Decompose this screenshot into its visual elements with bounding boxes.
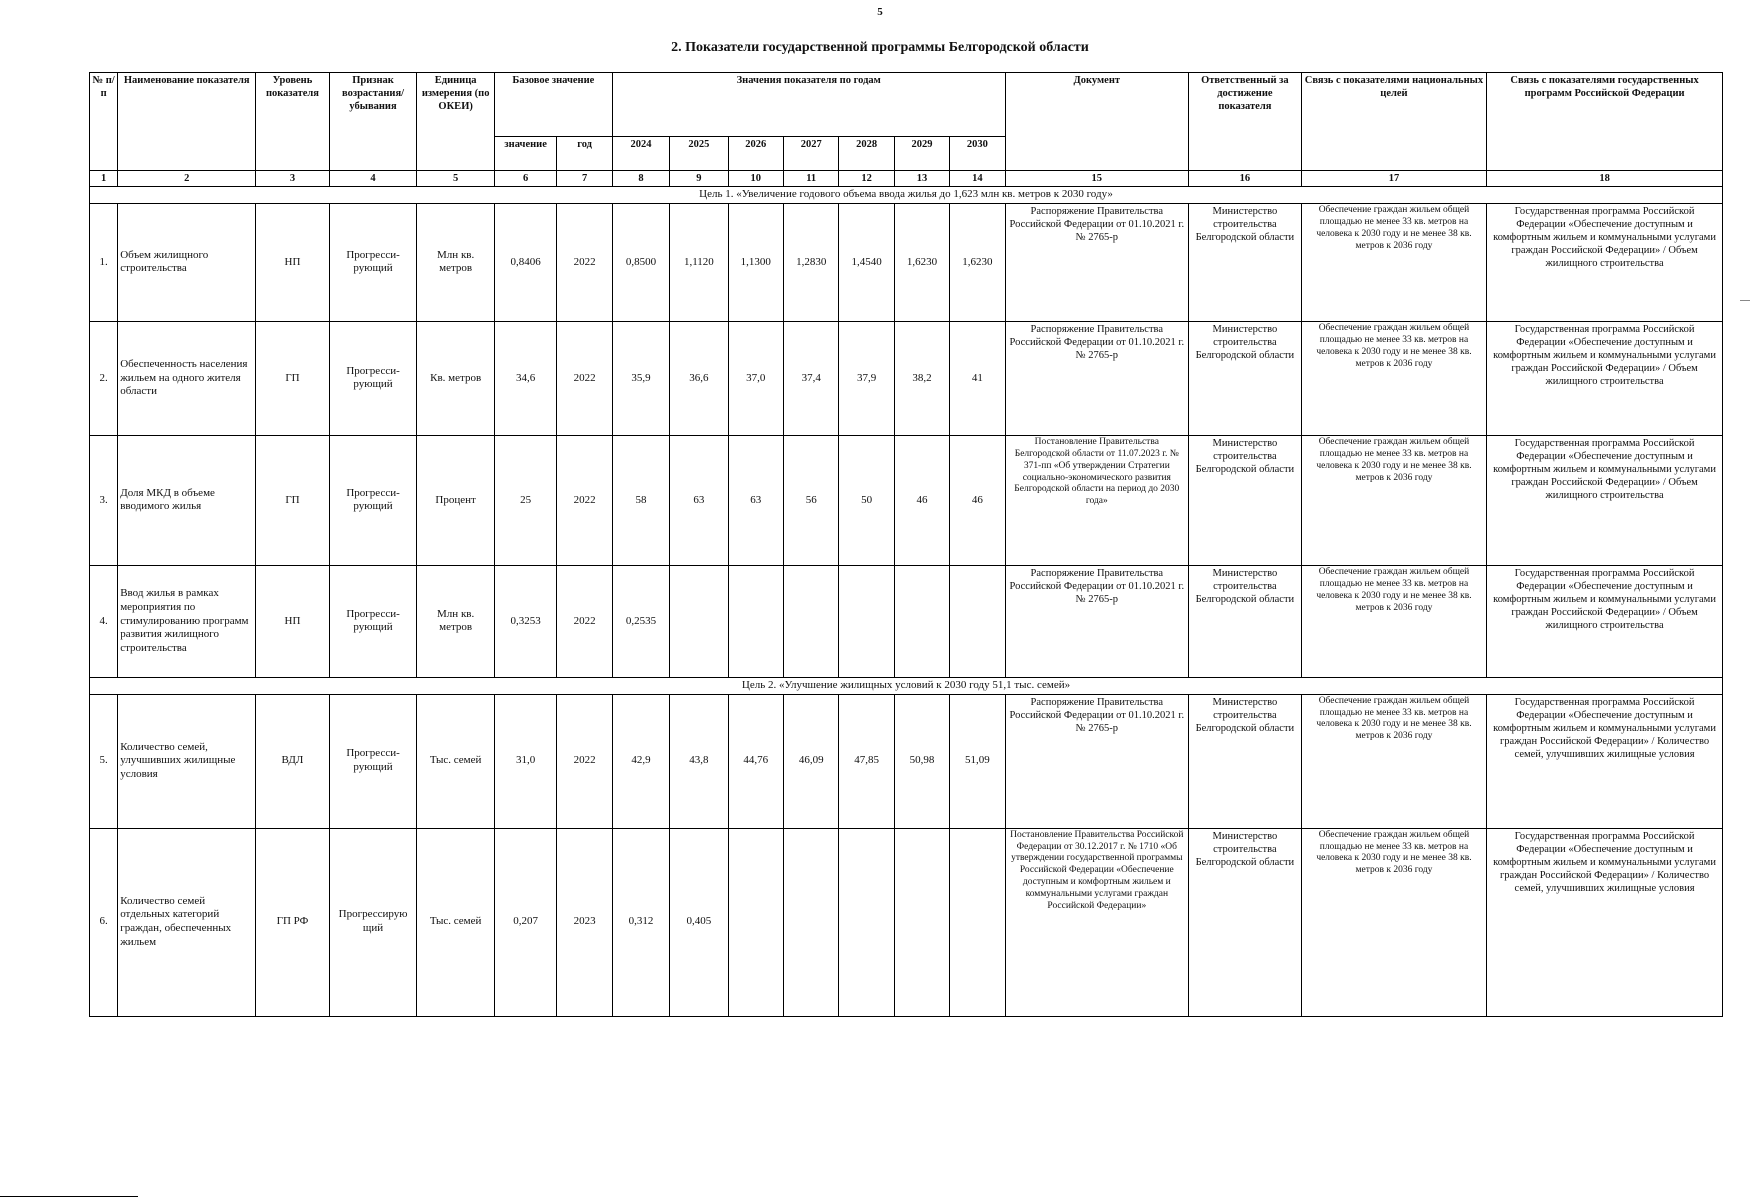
national-goal-link: Обеспечение граждан жильем общей площадью не менее 33 кв. метров на человека к 2030 году и не менее 38 кв. метров к 2036 году	[1301, 828, 1486, 1016]
table-row	[90, 828, 1723, 1016]
page-number: 5	[877, 6, 883, 18]
indicator-trend: Прогресси-рующий	[329, 694, 417, 828]
responsible: Министерство строительства Белгородской области	[1188, 321, 1301, 435]
year-value: 63	[728, 435, 783, 565]
indicator-unit: Кв. метров	[417, 321, 495, 435]
indicator-trend: Прогресси-рующий	[329, 321, 417, 435]
year-value	[894, 828, 949, 1016]
indicator-trend: Прогресси-рующий	[329, 435, 417, 565]
table-row	[90, 321, 1723, 435]
header-year: 2026	[728, 137, 783, 171]
year-value: 42,9	[612, 694, 669, 828]
indicator-name: Количество семей отдельных категорий граждан, обеспеченных жильем	[118, 828, 256, 1016]
header-responsible: Ответственный за достижение показателя	[1188, 73, 1301, 171]
header-year: 2028	[839, 137, 894, 171]
base-value: 0,8406	[494, 203, 556, 321]
year-value: 0,405	[670, 828, 728, 1016]
year-value	[839, 565, 894, 677]
year-value	[894, 565, 949, 677]
indicator-trend: Прогресси-рующий	[329, 203, 417, 321]
responsible: Министерство строительства Белгородской области	[1188, 203, 1301, 321]
indicator-unit: Млн кв. метров	[417, 203, 495, 321]
base-year: 2022	[557, 565, 612, 677]
indicator-level: НП	[256, 203, 330, 321]
year-value: 44,76	[728, 694, 783, 828]
indicator-level: ГП РФ	[256, 828, 330, 1016]
national-goal-link: Обеспечение граждан жильем общей площадью не менее 33 кв. метров на человека к 2030 году и не менее 38 кв. метров к 2036 году	[1301, 694, 1486, 828]
column-number: 16	[1188, 171, 1301, 187]
column-number: 5	[417, 171, 495, 187]
year-value: 1,6230	[894, 203, 949, 321]
base-value: 0,207	[494, 828, 556, 1016]
indicators-table	[89, 72, 1723, 1017]
national-goal-link: Обеспечение граждан жильем общей площадью не менее 33 кв. метров на человека к 2030 году и не менее 38 кв. метров к 2036 году	[1301, 321, 1486, 435]
year-value: 35,9	[612, 321, 669, 435]
document: Распоряжение Правительства Российской Федерации от 01.10.2021 г. № 2765-р	[1005, 203, 1188, 321]
national-goal-link: Обеспечение граждан жильем общей площадью не менее 33 кв. метров на человека к 2030 году и не менее 38 кв. метров к 2036 году	[1301, 435, 1486, 565]
year-value: 1,2830	[784, 203, 839, 321]
header-document: Документ	[1005, 73, 1188, 171]
column-number: 13	[894, 171, 949, 187]
header-base-value: значение	[494, 137, 556, 171]
column-number: 6	[494, 171, 556, 187]
federal-program-link: Государственная программа Российской Федерации «Обеспечение доступным и комфортным жильем и коммунальными услугами граждан Российской Федерации» / Количество семей, улучшивших жилищные условия	[1487, 694, 1723, 828]
document: Постановление Правительства Российской Федерации от 30.12.2017 г. № 1710 «Об утверждении государственной программы Российской Федерации «Обеспечение доступным и комфортным жильем и коммунальными услугами граждан Российской Федерации»	[1005, 828, 1188, 1016]
national-goal-link: Обеспечение граждан жильем общей площадью не менее 33 кв. метров на человека к 2030 году и не менее 38 кв. метров к 2036 году	[1301, 203, 1486, 321]
header-unit: Единица измерения (по ОКЕИ)	[417, 73, 495, 171]
indicator-name: Ввод жилья в рамках мероприятия по стимулированию программ развития жилищного строительства	[118, 565, 256, 677]
document: Распоряжение Правительства Российской Федерации от 01.10.2021 г. № 2765-р	[1005, 565, 1188, 677]
column-number: 7	[557, 171, 612, 187]
column-number: 3	[256, 171, 330, 187]
table-row	[90, 694, 1723, 828]
header-year: 2029	[894, 137, 949, 171]
column-number: 14	[950, 171, 1005, 187]
base-value: 0,3253	[494, 565, 556, 677]
year-value: 46	[894, 435, 949, 565]
base-year: 2023	[557, 828, 612, 1016]
base-year: 2022	[557, 321, 612, 435]
year-value: 50,98	[894, 694, 949, 828]
goal-1: Цель 1. «Увеличение годового объема ввода жилья до 1,623 млн кв. метров к 2030 году»	[90, 187, 1723, 204]
column-number: 9	[670, 171, 728, 187]
table-row	[90, 565, 1723, 677]
header-federal-programs: Связь с показателями государственных программ Российской Федерации	[1487, 73, 1723, 171]
header-base: Базовое значение	[494, 73, 612, 137]
goal-2: Цель 2. «Улучшение жилищных условий к 2030 году 51,1 тыс. семей»	[90, 677, 1723, 694]
indicator-trend: Прогрессирую щий	[329, 828, 417, 1016]
table-row	[90, 203, 1723, 321]
header-year: 2024	[612, 137, 669, 171]
year-value: 41	[950, 321, 1005, 435]
column-number: 10	[728, 171, 783, 187]
header-level: Уровень показателя	[256, 73, 330, 171]
indicator-level: ГП	[256, 435, 330, 565]
year-value: 1,6230	[950, 203, 1005, 321]
indicator-unit: Процент	[417, 435, 495, 565]
scan-mark	[1740, 300, 1750, 301]
year-value: 56	[784, 435, 839, 565]
federal-program-link: Государственная программа Российской Федерации «Обеспечение доступным и комфортным жильем и коммунальными услугами граждан Российской Федерации» / Объем жилищного строительства	[1487, 321, 1723, 435]
indicator-name: Доля МКД в объеме вводимого жилья	[118, 435, 256, 565]
goal-row	[90, 677, 1723, 694]
year-value: 0,8500	[612, 203, 669, 321]
year-value: 37,9	[839, 321, 894, 435]
base-year: 2022	[557, 203, 612, 321]
column-number: 18	[1487, 171, 1723, 187]
row-num: 1.	[90, 203, 118, 321]
federal-program-link: Государственная программа Российской Федерации «Обеспечение доступным и комфортным жильем и коммунальными услугами граждан Российской Федерации» / Объем жилищного строительства	[1487, 565, 1723, 677]
year-value: 1,1300	[728, 203, 783, 321]
year-value	[839, 828, 894, 1016]
column-number: 11	[784, 171, 839, 187]
row-num: 5.	[90, 694, 118, 828]
column-number: 1	[90, 171, 118, 187]
header-year: 2027	[784, 137, 839, 171]
header-trend: Признак возрастания/ убывания	[329, 73, 417, 171]
national-goal-link: Обеспечение граждан жильем общей площадью не менее 33 кв. метров на человека к 2030 году и не менее 38 кв. метров к 2036 году	[1301, 565, 1486, 677]
header-national-goals: Связь с показателями национальных целей	[1301, 73, 1486, 171]
year-value: 43,8	[670, 694, 728, 828]
table-row	[90, 435, 1723, 565]
header-values-by-year: Значения показателя по годам	[612, 73, 1005, 137]
year-value	[950, 565, 1005, 677]
indicator-unit: Тыс. семей	[417, 828, 495, 1016]
base-value: 31,0	[494, 694, 556, 828]
indicator-level: ГП	[256, 321, 330, 435]
year-value: 58	[612, 435, 669, 565]
column-number-row	[90, 171, 1723, 187]
year-value: 1,1120	[670, 203, 728, 321]
footnote-separator	[0, 1196, 138, 1197]
column-number: 2	[118, 171, 256, 187]
year-value: 46,09	[784, 694, 839, 828]
indicator-name: Обеспеченность населения жильем на одного жителя области	[118, 321, 256, 435]
document: Распоряжение Правительства Российской Федерации от 01.10.2021 г. № 2765-р	[1005, 321, 1188, 435]
row-num: 4.	[90, 565, 118, 677]
federal-program-link: Государственная программа Российской Федерации «Обеспечение доступным и комфортным жильем и коммунальными услугами граждан Российской Федерации» / Объем жилищного строительства	[1487, 203, 1723, 321]
indicator-trend: Прогресси-рующий	[329, 565, 417, 677]
year-value	[728, 565, 783, 677]
base-year: 2022	[557, 435, 612, 565]
row-num: 2.	[90, 321, 118, 435]
federal-program-link: Государственная программа Российской Федерации «Обеспечение доступным и комфортным жильем и коммунальными услугами граждан Российской Федерации» / Объем жилищного строительства	[1487, 435, 1723, 565]
column-number: 15	[1005, 171, 1188, 187]
responsible: Министерство строительства Белгородской области	[1188, 828, 1301, 1016]
header-name: Наименование показателя	[118, 73, 256, 171]
indicator-level: НП	[256, 565, 330, 677]
year-value: 0,2535	[612, 565, 669, 677]
indicator-unit: Млн кв. метров	[417, 565, 495, 677]
federal-program-link: Государственная программа Российской Федерации «Обеспечение доступным и комфортным жильем и коммунальными услугами граждан Российской Федерации» / Количество семей, улучшивших жилищные условия	[1487, 828, 1723, 1016]
year-value	[950, 828, 1005, 1016]
header-year: 2025	[670, 137, 728, 171]
year-value: 46	[950, 435, 1005, 565]
indicator-name: Количество семей, улучшивших жилищные условия	[118, 694, 256, 828]
goal-row	[90, 187, 1723, 204]
base-value: 25	[494, 435, 556, 565]
year-value: 37,0	[728, 321, 783, 435]
row-num: 6.	[90, 828, 118, 1016]
year-value: 38,2	[894, 321, 949, 435]
year-value	[784, 828, 839, 1016]
base-year: 2022	[557, 694, 612, 828]
year-value: 47,85	[839, 694, 894, 828]
year-value: 37,4	[784, 321, 839, 435]
document: Постановление Правительства Белгородской области от 11.07.2023 г. № 371-пп «Об утверждении Стратегии социально-экономического развития Белгородской области на период до 2030 года»	[1005, 435, 1188, 565]
header-num: № п/п	[90, 73, 118, 171]
indicator-unit: Тыс. семей	[417, 694, 495, 828]
year-value: 0,312	[612, 828, 669, 1016]
indicator-level: ВДЛ	[256, 694, 330, 828]
column-number: 12	[839, 171, 894, 187]
responsible: Министерство строительства Белгородской области	[1188, 694, 1301, 828]
year-value	[784, 565, 839, 677]
column-number: 4	[329, 171, 417, 187]
year-value: 63	[670, 435, 728, 565]
year-value	[728, 828, 783, 1016]
year-value	[670, 565, 728, 677]
row-num: 3.	[90, 435, 118, 565]
year-value: 1,4540	[839, 203, 894, 321]
year-value: 51,09	[950, 694, 1005, 828]
year-value: 50	[839, 435, 894, 565]
column-number: 17	[1301, 171, 1486, 187]
page-title: 2. Показатели государственной программы Белгородской области	[671, 40, 1089, 55]
header-base-year: год	[557, 137, 612, 171]
column-number: 8	[612, 171, 669, 187]
document: Распоряжение Правительства Российской Федерации от 01.10.2021 г. № 2765-р	[1005, 694, 1188, 828]
year-value: 36,6	[670, 321, 728, 435]
responsible: Министерство строительства Белгородской области	[1188, 565, 1301, 677]
header-year: 2030	[950, 137, 1005, 171]
base-value: 34,6	[494, 321, 556, 435]
indicator-name: Объем жилищного строительства	[118, 203, 256, 321]
responsible: Министерство строительства Белгородской области	[1188, 435, 1301, 565]
